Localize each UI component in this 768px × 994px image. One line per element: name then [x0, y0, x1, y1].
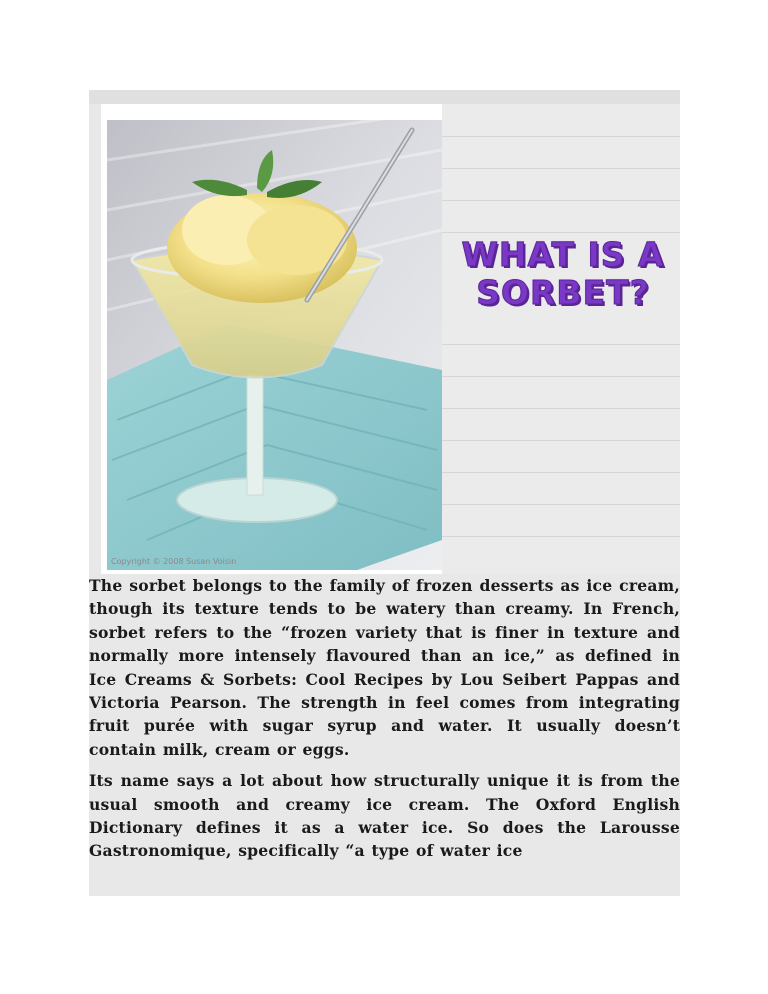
document-page	[89, 90, 680, 896]
top-strip	[89, 90, 680, 104]
paragraph-2: Its name says a lot about how structurally unique it is from the usual smooth and creamy ice cream. The Oxford English Dictionary defines it as a water ice. So does the Larousse Gastronomique, specifically “a type of water ice	[89, 771, 680, 861]
title-column	[442, 104, 680, 574]
photo-copyright: Copyright © 2008 Susan Voisin	[111, 557, 237, 566]
photo-frame	[101, 104, 442, 574]
sorbet-glass-photo-icon	[107, 120, 442, 570]
body-text	[89, 574, 680, 863]
page-title: WHAT IS A SORBET?	[461, 235, 665, 312]
paragraph-1: The sorbet belongs to the family of frozen desserts as ice cream, though its texture tends to be watery than creamy. In French, sorbet refers to the “frozen variety that is finer in texture and normally more intensely flavoured than an ice,” as defined in Ice Creams & Sorbets: Cool Recipes by Lou Seibert Pappas and Victoria Pearson. The strength in feel comes from integrating fruit purée with sugar syrup and water. It usually doesn’t contain milk, cream or eggs.	[89, 576, 680, 759]
